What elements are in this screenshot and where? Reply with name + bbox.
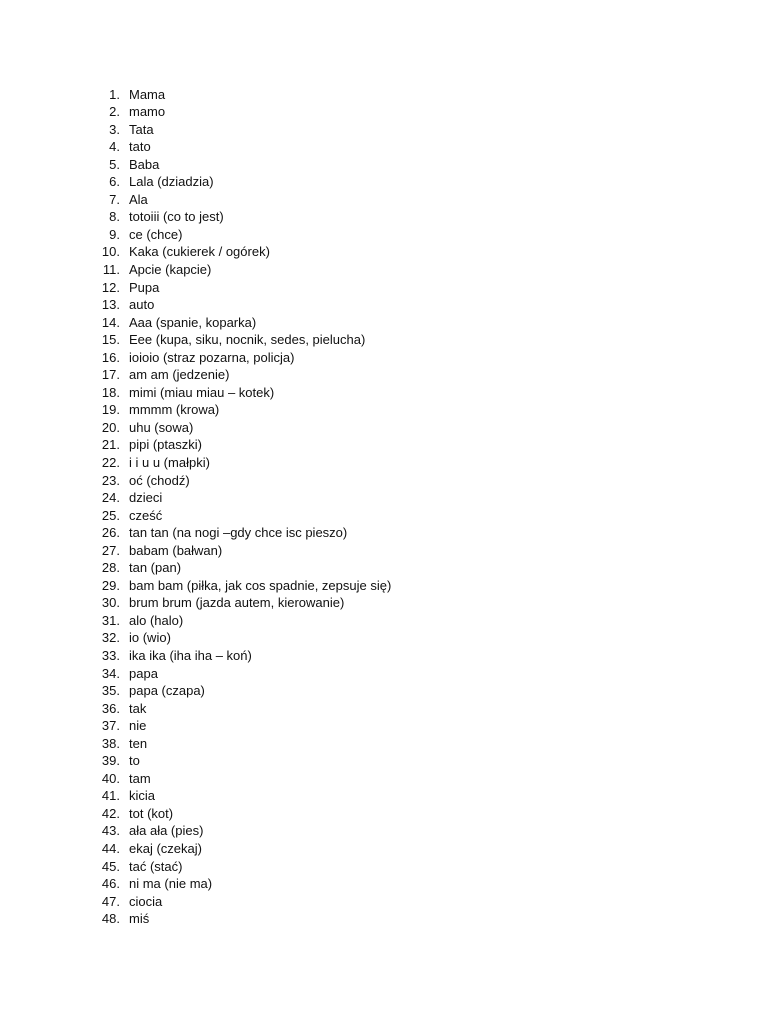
list-item-number: 2. [109,104,120,120]
list-item-text: tam [129,770,151,786]
list-item [0,840,391,858]
list-item [0,893,391,911]
list-item-text: tak [129,700,147,716]
list-item-text: totoiii (co to jest) [129,209,224,225]
list-item [0,717,391,735]
list-item-text: mmmm (krowa) [129,402,220,418]
list-item-number: 30. [101,595,120,611]
list-item [0,594,391,612]
list-item-text: mimi (miau miau – kotek) [129,384,275,400]
list-item-number: 35. [101,683,120,699]
list-item [0,314,391,332]
list-item [0,858,391,876]
list-item-number: 17. [101,367,120,383]
list-item-number: 24. [101,490,120,506]
list-item [0,612,391,630]
list-item-number: 41. [101,788,120,804]
list-item [0,910,391,928]
list-item [0,401,391,419]
list-item-number: 23. [101,472,120,488]
list-item-number: 16. [101,349,120,365]
list-item [0,559,391,577]
list-item [0,700,391,718]
list-item-number: 19. [101,402,120,418]
list-item [0,524,391,542]
list-item-text: brum brum (jazda autem, kierowanie) [129,595,345,611]
list-item-text: Apcie (kapcie) [129,261,212,277]
list-item-text: nie [129,718,147,734]
list-item-number: 5. [109,156,120,172]
list-item-text: bam bam (piłka, jak cos spadnie, zepsuje się) [129,577,392,593]
list-item [0,682,391,700]
list-item-text: io (wio) [129,630,171,646]
list-item-text: ce (chce) [129,226,183,242]
list-item-number: 38. [101,735,120,751]
list-item [0,489,391,507]
list-item-text: Mama [129,86,166,102]
list-item-number: 40. [101,770,120,786]
list-item-text: tan (pan) [129,560,182,576]
list-item-text: ioioio (straz pozarna, policja) [129,349,295,365]
list-item-text: Kaka (cukierek / ogórek) [129,244,270,260]
list-item-text: Ala [129,191,148,207]
list-item-text: oć (chodź) [129,472,190,488]
list-item-number: 44. [101,841,120,857]
list-item-number: 8. [109,209,120,225]
list-item-number: 33. [101,648,120,663]
list-item-number: 7. [109,191,120,207]
list-item [0,577,391,595]
list-item-number: 39. [101,753,120,769]
list-item-number: 45. [101,858,120,874]
list-item-text: alo (halo) [129,612,184,628]
list-item-number: 15. [101,332,120,348]
list-item-text: tać (stać) [129,858,183,874]
list-item-number: 46. [101,876,120,892]
list-item-text: Eee (kupa, siku, nocnik, sedes, pielucha) [129,332,366,348]
list-item [0,419,391,437]
list-item-number: 32. [101,630,120,646]
list-item [0,173,391,191]
list-item [0,331,391,349]
list-item-number: 11. [102,261,120,277]
list-item-number: 26. [101,525,120,541]
list-item-text: papa (czapa) [129,683,205,699]
list-item [0,507,391,525]
list-item-text: ciocia [129,893,163,909]
list-item [0,647,391,665]
list-item [0,366,391,384]
list-item [0,349,391,367]
list-item-text: papa [129,665,158,681]
list-item [0,279,391,297]
list-item [0,542,391,560]
list-item [0,472,391,490]
list-item-number: 48. [101,911,120,927]
list-item-text: dzieci [129,490,163,506]
list-item-number: 13. [101,297,120,313]
list-item-text: pipi (ptaszki) [129,437,202,453]
list-item-text: auto [129,297,155,313]
list-item [0,436,391,454]
list-item [0,629,391,647]
list-item [0,787,391,805]
list-item-number: 10. [101,244,120,260]
list-item-text: cześć [129,507,163,523]
list-item-number: 36. [101,700,120,716]
list-item [0,822,391,840]
list-item [0,735,391,753]
list-item-number: 9. [109,226,120,242]
list-item-text: Tata [129,121,154,137]
list-item [0,770,391,788]
list-item-text: i i u u (małpki) [129,454,210,470]
list-item-text: babam (bałwan) [129,542,223,558]
list-item [0,208,391,226]
list-item [0,665,391,683]
list-item [0,243,391,261]
list-item [0,121,391,139]
list-item-number: 4. [109,139,120,155]
list-item-text: ni ma (nie ma) [129,876,213,892]
list-item-number: 20. [101,419,120,435]
list-item-text: ten [129,735,148,751]
list-item-text: tato [129,139,151,155]
list-item [0,138,391,156]
list-item-number: 12. [101,279,120,295]
list-item-number: 14. [101,314,120,330]
list-item-text: ekaj (czekaj) [129,841,202,857]
list-item-number: 37. [101,718,120,734]
list-item-number: 18. [101,384,120,400]
list-item-text: miś [129,911,150,927]
list-item-number: 3. [109,121,120,137]
list-item-text: tan tan (na nogi –gdy chce isc pieszo) [129,525,348,541]
list-item [0,875,391,893]
list-item-number: 31. [101,612,120,628]
list-item-number: 27. [101,542,120,558]
list-item-text: ika ika (iha iha – koń) [129,648,252,663]
list-item [0,384,391,402]
list-item [0,296,391,314]
list-item-number: 42. [101,805,120,821]
list-item-text: Pupa [129,279,160,295]
list-item-text: tot (kot) [129,805,174,821]
list-item-number: 6. [109,174,120,190]
list-item-number: 22. [101,454,120,470]
list-item-text: Baba [129,156,160,172]
list-item [0,752,391,770]
list-item [0,805,391,823]
list-item-number: 25. [101,507,120,523]
list-item-number: 43. [101,823,120,839]
list-item-text: Aaa (spanie, koparka) [129,314,257,330]
list-item-number: 28. [101,560,120,576]
list-item-number: 29. [101,577,120,593]
list-item-text: kicia [129,788,156,804]
word-list [0,86,391,928]
list-item-number: 1. [109,86,120,102]
list-item-text: ała ała (pies) [129,823,204,839]
list-item-text: Lala (dziadzia) [129,174,214,190]
list-item-text: mamo [129,104,166,120]
list-item [0,103,391,121]
list-item [0,261,391,279]
list-item-number: 21. [101,437,120,453]
list-item-number: 47. [101,893,120,909]
list-item-text: to [129,753,140,769]
list-item-text: am am (jedzenie) [129,367,230,383]
list-item [0,86,391,104]
list-item [0,454,391,472]
list-item-text: uhu (sowa) [129,419,194,435]
list-item [0,191,391,209]
list-item-number: 34. [101,665,120,681]
list-item [0,226,391,244]
list-item [0,156,391,174]
